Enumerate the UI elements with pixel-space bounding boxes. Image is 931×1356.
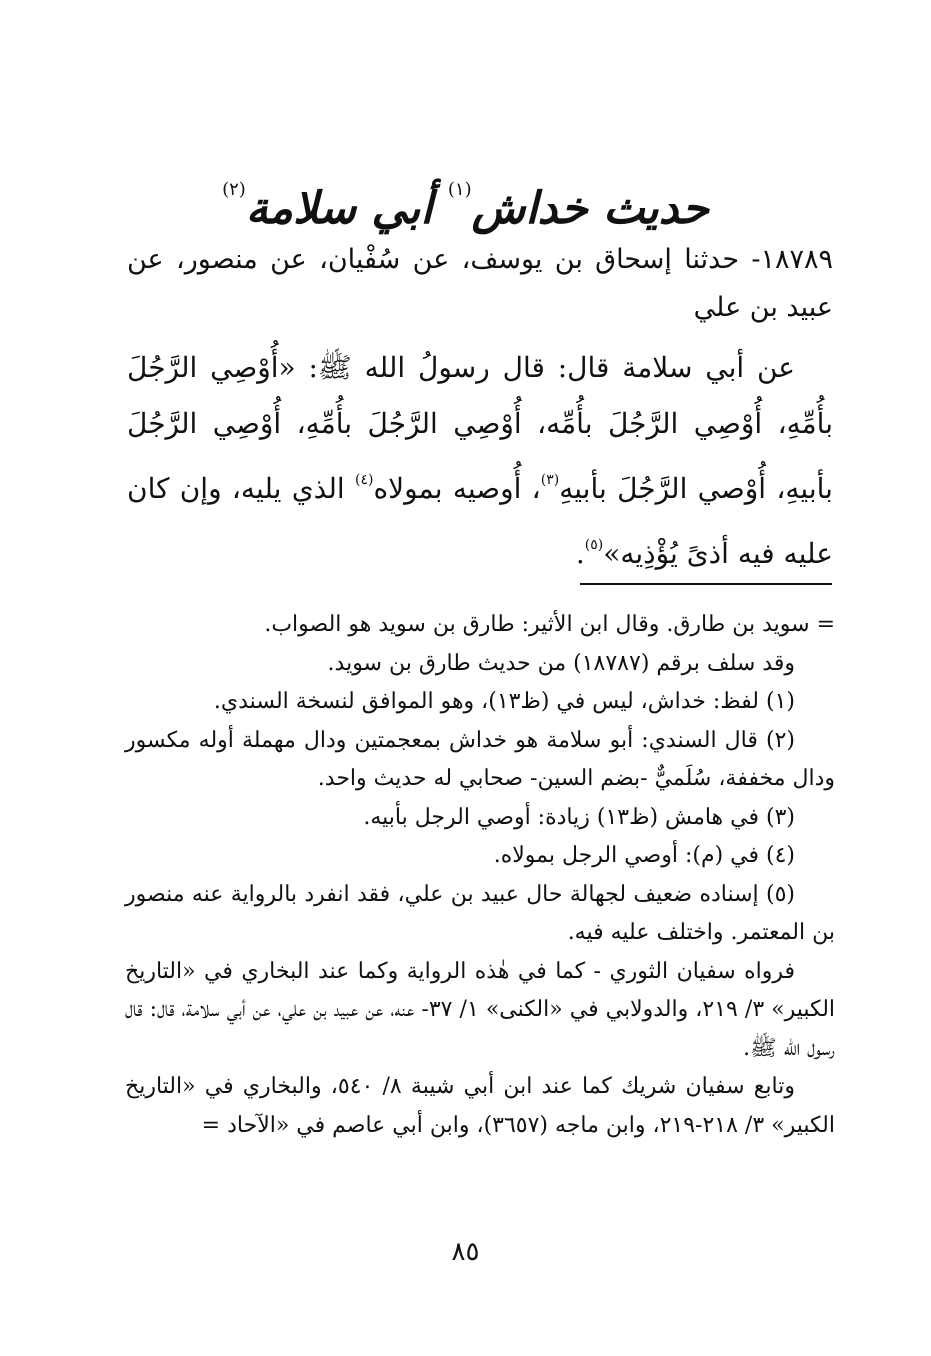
footnote-ref-5: (٥): [584, 537, 604, 553]
heading-title-part2: أبي سلامة: [245, 183, 433, 234]
hadith-isnad: ١٨٧٨٩- حدثنا إسحاق بن يوسف، عن سُفْيان، عن منصور، عن عبيد بن علي: [127, 244, 833, 323]
page-number: ٨٥: [451, 1237, 480, 1267]
hadith-text-2: ، أُوصيه بمولاه: [373, 472, 541, 505]
hadith-matn: [127, 340, 833, 582]
footnote-3: (٣) في هامش (ظ١٣) زيادة: أوصي الرجل بأبيه.: [363, 804, 795, 830]
hadith-text-1: عن أبي سلامة قال: قال رسولُ الله ﷺ: «أُوْصِي الرَّجُلَ بأُمِّهِ، أُوْصِي الرَّجُلَ بأُمِّه، أُوْصِي الرَّجُلَ بأُمِّهِ، أُوْصِي الرَّجُلَ بأبيهِ، أُوْصي الرَّجُلَ بأبيهِ: [127, 351, 833, 505]
footnote-5-para-b: وتابع سفيان شريك كما عند ابن أبي شيبة ٨/ ٥٤٠، والبخاري في «التاريخ الكبير» ٣/ ٢١٨-٢١٩، وابن ماجه (٣٦٥٧)، وابن أبي عاصم في «الآحاد =: [125, 1074, 835, 1138]
footnote-ref-3: (٣): [540, 472, 560, 488]
footnote-4: (٤) في (م): أوصي الرجل بمولاه.: [493, 843, 795, 868]
footnote-continuation-2: وقد سلف برقم (١٨٧٨٧) من حديث طارق بن سويد.: [327, 650, 795, 676]
heading-footnote-ref-1: (١): [447, 179, 472, 200]
footnote-2: (٢) قال السندي: أبو سلامة هو خداش بمعجمتين ودال مهملة أوله مكسور ودال مخففة، سُلَميٌّ -بضم السين- صحابي له حديث واحد.: [125, 727, 835, 791]
footnote-separator: [580, 583, 832, 585]
hadith-main-text: [127, 236, 833, 582]
footnotes: [125, 606, 835, 1145]
hadith-text-end: .: [575, 537, 585, 570]
heading-footnote-ref-2: (٢): [222, 179, 246, 200]
chapter-heading: [0, 150, 931, 249]
hadith-text-3: الذي يليه، وإن كان عليه فيه أذىً يُؤْذِيه»: [127, 472, 833, 570]
footnote-5-para-a: فرواه سفيان الثوري - كما في هٰذه الرواية وكما عند البخاري في «التاريخ الكبير» ٣/ ٢١٩، والدولابي في «الكنى» ١/ ٣٧- عنه، عن عبيد بن علي، عن أبي سلامة، قال: قال رسول الله ﷺ.: [125, 958, 836, 1061]
footnote-1: (١) لفظ: خداش، ليس في (ظ١٣)، وهو الموافق لنسخة السندي.: [213, 689, 795, 714]
footnote-ref-4: (٤): [354, 472, 374, 488]
footnote-5: (٥) إسناده ضعيف لجهالة حال عبيد بن علي، فقد انفرد بالرواية عنه منصور بن المعتمر. واختلف عليه فيه.: [125, 881, 835, 945]
footnote-continuation: = سويد بن طارق. وقال ابن الأثير: طارق بن سويد هو الصواب.: [264, 612, 835, 637]
heading-title-part1: حديث خداش: [471, 183, 709, 234]
